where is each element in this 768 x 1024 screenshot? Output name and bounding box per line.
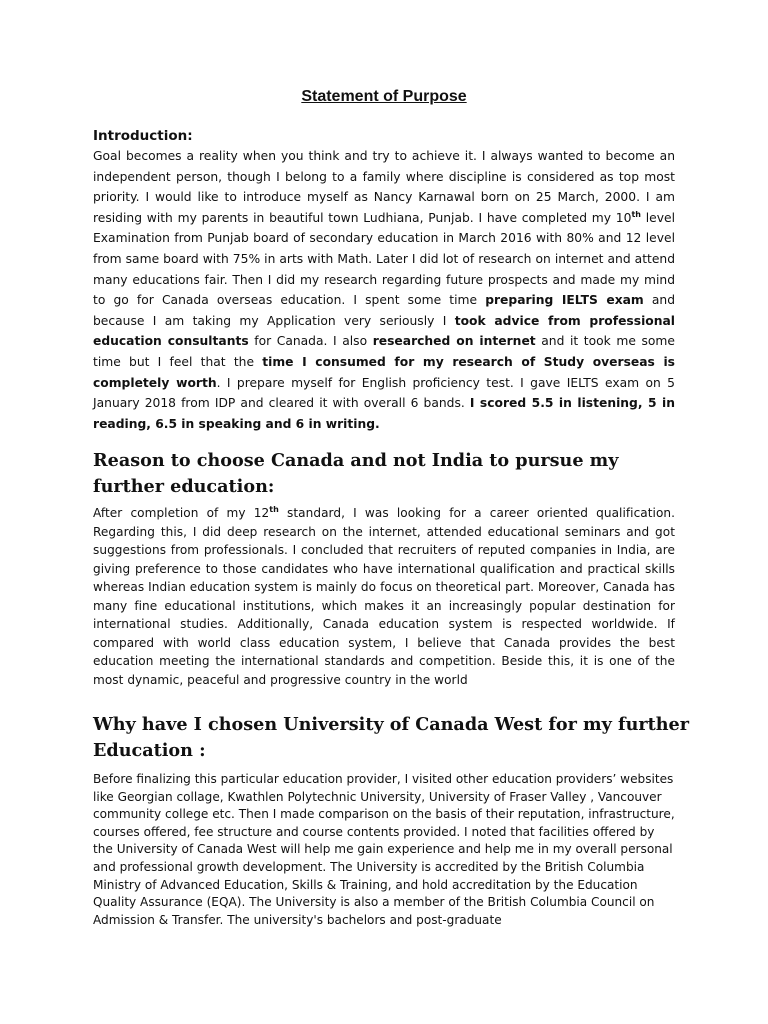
intro-text-2: level Examination from Punjab board of secondary education in March 2016 with 80% and 12 level from same board with 75% in arts with Math. Later I did lot of research on internet and attend many educations fair. Then I did my research regarding future prospects and made my mind to go for Canada overseas education. I spent some time [93, 210, 675, 308]
intro-superscript: th [631, 209, 641, 219]
intro-text-5: and it took me some time but I feel that the [93, 334, 675, 369]
intro-text-3: and because I am taking my Application very seriously I [93, 293, 675, 328]
intro-bold-4: time I consumed for my research of Study overseas is completely worth [93, 354, 675, 390]
document-title: Statement of Purpose [301, 88, 467, 105]
section-heading-reason: Reason to choose Canada and not India to pursue my further education: [93, 450, 619, 497]
intro-bold-5: I scored 5.5 in listening, 5 in reading, 6.5 in speaking and 6 in writing. [93, 396, 675, 431]
section-heading-university: Why have I chosen University of Canada West for my further Education : [93, 714, 690, 761]
university-paragraph [93, 771, 675, 929]
reason-superscript: th [269, 504, 279, 514]
intro-text-4: for Canada. I also [248, 334, 373, 349]
reason-paragraph [93, 504, 675, 689]
intro-text-1: Goal becomes a reality when you think and try to achieve it. I always wanted to become an independent person, though I belong to a family where discipline is considered as top most priority. I would like to introduce myself as Nancy Karnawal born on 25 March, 2000. I am residing with my parents in beautiful town Ludhiana, Punjab. I have completed my 10 [93, 149, 675, 225]
intro-paragraph [93, 146, 675, 434]
intro-heading: Introduction: [93, 128, 193, 144]
university-text-1: Before finalizing this particular education provider, I visited other education providers’ websites like Georgian collage, Kwathlen Polytechnic University, University of Fraser Valley , Vancouver community college etc. Then I made comparison on the basis of their reputation, infrastructure, courses offered, fee structure and course contents provided. I noted that facilities offered by the University of Canada West will help me gain experience and help me in my overall personal and professional growth development. The University is accredited by the British Columbia Ministry of Advanced Education, Skills & Training, and hold accreditation by the Education Quality Assurance (EQA). The University is also a member of the British Columbia Council on Admission & Transfer. The university's bachelors and post-graduate [93, 772, 675, 927]
intro-bold-1: preparing IELTS exam [485, 293, 644, 308]
intro-bold-3: researched on internet [372, 334, 536, 349]
reason-text-2: standard, I was looking for a career oriented qualification. Regarding this, I did deep research on the internet, attended educational seminars and got suggestions from professionals. I concluded that recruiters of reputed companies in India, are giving preference to those candidates who have international qualification and practical skills whereas Indian education system is mainly do focus on theoretical part. Moreover, Canada has many fine educational institutions, which makes it an increasingly popular destination for international studies. Additionally, Canada education system is respected worldwide. If compared with world class education system, I believe that Canada provides the best education meeting the international standards and competition. Beside this, it is one of the most dynamic, peaceful and progressive country in the world [93, 506, 676, 687]
intro-text-6: . I prepare myself for English proficiency test. I gave IELTS exam on 5 January 2018 from IDP and cleared it with overall 6 bands. [93, 375, 675, 411]
reason-text-1: After completion of my 12 [93, 506, 270, 520]
intro-bold-2: took advice from professional education consultants [93, 313, 676, 349]
